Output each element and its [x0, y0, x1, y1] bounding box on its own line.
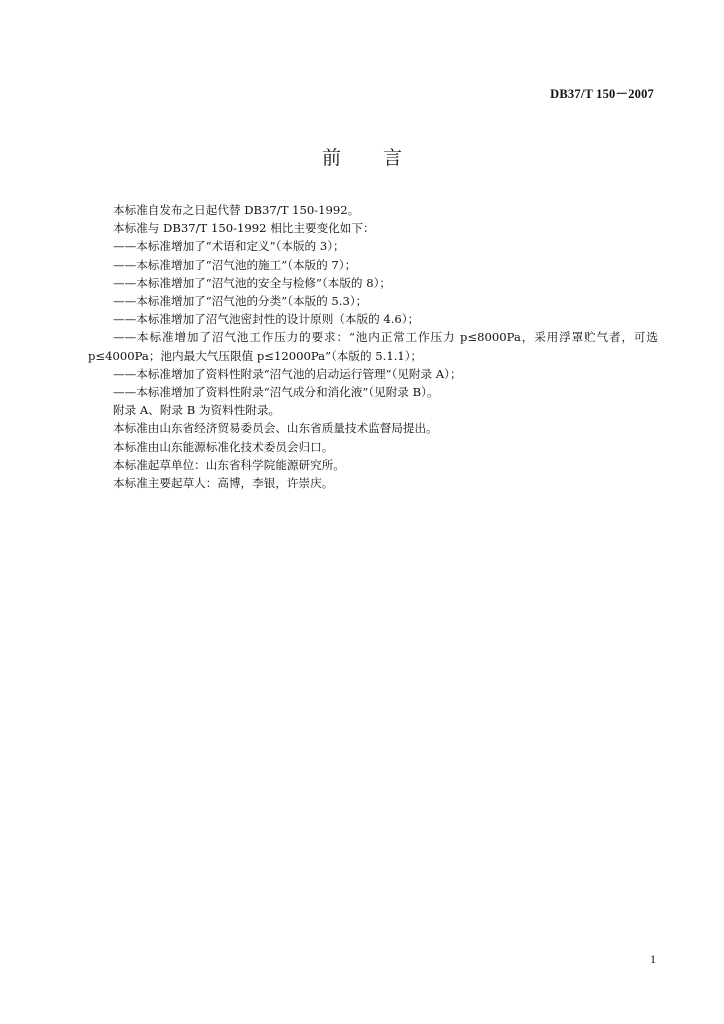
title-char-2: 言: [383, 147, 403, 169]
page-number: 1: [650, 952, 656, 966]
paragraph: 本标准主要起草人：高博，李银，许崇庆。: [113, 476, 334, 491]
change-item: ——本标准增加了资料性附录“沼气成分和消化液”（见附录 B）。: [113, 385, 439, 400]
change-item: ——本标准增加了沼气池工作压力的要求：“池内正常工作压力 p≤8000Pa，采用浮罩贮气者，可选p≤4000Pa；池内最大气压限值 p≤12000Pa”（本版的 5.1.1）；: [88, 330, 658, 363]
paragraph: 本标准起草单位：山东省科学院能源研究所。: [113, 457, 345, 472]
change-item: ——本标准增加了“术语和定义”（本版的 3）；: [113, 239, 345, 254]
title-char-1: 前: [321, 147, 341, 169]
change-item: ——本标准增加了资料性附录“沼气池的启动运行管理”（见附录 A）；: [113, 366, 462, 381]
paragraph: 本标准与 DB37/T 150-1992 相比主要变化如下：: [113, 221, 375, 236]
foreword-body: [88, 201, 658, 492]
paragraph: 本标准由山东能源标准化技术委员会归口。: [113, 439, 334, 454]
paragraph: 本标准自发布之日起代替 DB37/T 150-1992。: [113, 203, 360, 217]
change-item: ——本标准增加了“沼气池的分类”（本版的 5.3）；: [113, 294, 368, 309]
change-item: ——本标准增加了沼气池密封性的设计原则（本版的 4.6）；: [113, 312, 420, 327]
paragraph: 附录 A、附录 B 为资料性附录。: [113, 403, 281, 418]
change-item: ——本标准增加了“沼气池的施工”（本版的 7）；: [113, 257, 357, 272]
paragraph: 本标准由山东省经济贸易委员会、山东省质量技术监督局提出。: [113, 421, 438, 436]
page-title: [0, 143, 724, 170]
change-item: ——本标准增加了“沼气池的安全与检修”（本版的 8）；: [113, 275, 391, 290]
document-code: DB37/T 150－2007: [550, 87, 654, 101]
